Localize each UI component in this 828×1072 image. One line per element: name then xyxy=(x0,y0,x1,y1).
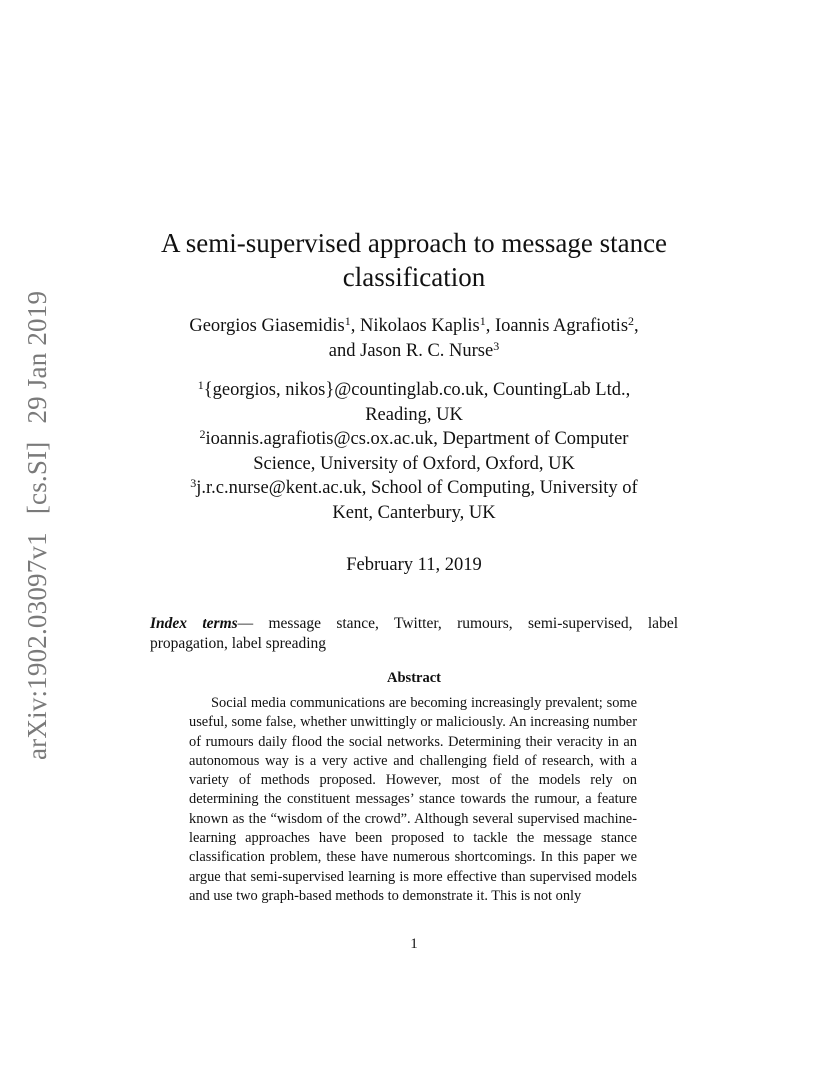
index-terms-text: — message stance, Twitter, rumours, semi-supervised, label propagation, label spreading xyxy=(150,615,679,652)
index-terms xyxy=(150,614,678,654)
author-affil-mark: 3 xyxy=(493,339,500,353)
paper-title xyxy=(120,226,708,294)
abstract-body: Social media communications are becoming increasingly prevalent; some useful, some false, whether unwittingly or maliciously. An increasing number of rumours daily flood the social networks. Determining their veracity in an autonomous way is a very active and challenging field of research, with a variety of methods proposed. However, most of the models rely on determining the constituent messages’ stance towards the rumour, a feature known as the “wisdom of the crowd”. Although several supervised machine-learning approaches have been proposed to tackle the message stance classification problem, these have numerous shortcomings. In this paper we argue that semi-supervised learning is more effective than supervised models and use two graph-based methods to demonstrate it. This is not only xyxy=(189,695,637,904)
author-list xyxy=(120,314,708,364)
affiliation-2-line-1: ioannis.agrafiotis@cs.ox.ac.uk, Department of Computer xyxy=(205,429,629,449)
author-name: , Nikolaos Kaplis xyxy=(350,316,480,336)
author-affil-mark: 2 xyxy=(628,314,635,328)
abstract-heading: Abstract xyxy=(387,670,441,686)
affiliation-1-line-2: Reading, UK xyxy=(365,404,463,425)
author-name: , Ioannis Agrafiotis xyxy=(485,316,629,336)
arxiv-id: arXiv:1902.03097v1 xyxy=(22,532,52,760)
arxiv-date: 29 Jan 2019 xyxy=(22,290,52,424)
affiliation-3-line-1: j.r.c.nurse@kent.ac.uk, School of Computing, University of xyxy=(196,478,638,498)
title-line-1: A semi-supervised approach to message stance xyxy=(160,228,668,258)
affiliation-3-line-2: Kent, Canterbury, UK xyxy=(332,502,496,523)
author-affil-mark: 1 xyxy=(479,314,486,328)
arxiv-side-stamp xyxy=(22,290,52,760)
affiliation-2-line-2: Science, University of Oxford, Oxford, UK xyxy=(253,453,575,474)
author-affil-mark: 1 xyxy=(344,314,351,328)
affiliation-list xyxy=(120,378,708,525)
affil-mark: 1 xyxy=(197,378,204,392)
title-line-2: classification xyxy=(342,262,486,292)
author-separator: , xyxy=(634,316,639,336)
author-name: Georgios Giasemidis xyxy=(189,316,345,336)
affiliation-1-line-1: {georgios, nikos}@countinglab.co.uk, CountingLab Ltd., xyxy=(203,380,631,400)
page-number: 1 xyxy=(410,936,418,952)
author-name: and Jason R. C. Nurse xyxy=(328,341,494,361)
affil-mark: 2 xyxy=(199,427,206,441)
publication-date: February 11, 2019 xyxy=(346,555,482,575)
affil-mark: 3 xyxy=(190,476,197,490)
index-terms-label: Index terms xyxy=(150,615,238,632)
arxiv-category: [cs.SI] xyxy=(22,441,52,515)
